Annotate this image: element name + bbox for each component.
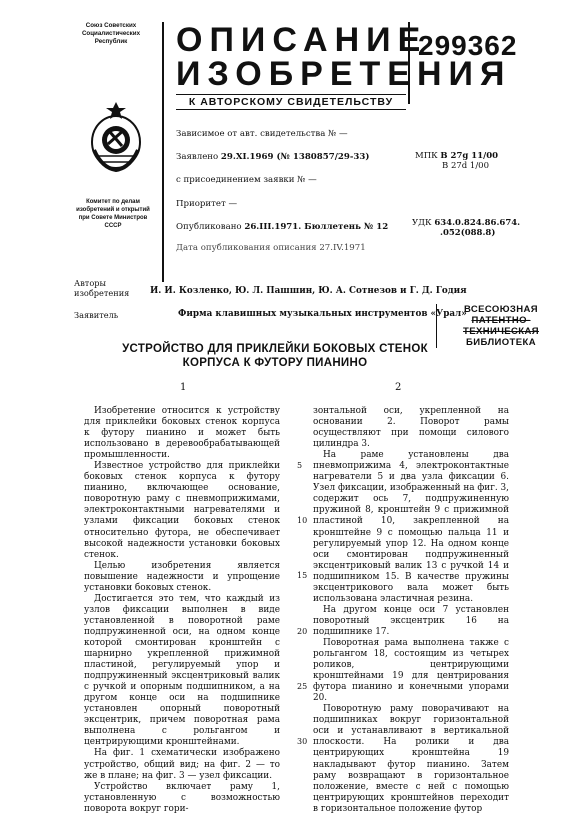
paragraph: Известное устройство для приклейки боковых стенок корпуса к футору пианино, включающее основание, поворотную раму с пневмоприжимами, электроконтактными нагревателями и узлами фиксации боковых стенок относительно футора, не обеспечивает высокой надежности установки боковых стенок. — [84, 461, 280, 560]
country-name — [80, 22, 142, 46]
published-label: Опубликовано — [176, 222, 242, 232]
line-number: 15 — [297, 571, 308, 580]
author-names: И. И. Козленко, Ю. Л. Пашшин, Ю. А. Сотнезов и Г. Д. Годия — [150, 286, 467, 296]
org-line-2: Социалистических — [81, 30, 141, 37]
doc-subtitle: К АВТОРСКОМУ СВИДЕТЕЛЬСТВУ — [176, 94, 406, 110]
mpk-code-1: B 27g 11/00 — [440, 151, 499, 161]
publication-date: Дата опубликования описания 27.IV.1971 — [176, 243, 366, 253]
left-column — [84, 406, 280, 815]
paragraph: На раме установлены два пневмоприжима 4, электроконтактные нагреватели 5 и два узла фиксации 6. Узел фиксации, изображенный на фиг. 3, содержит ось 7, подпружиненную пружиной 8, кронштейн 9 с прижимной пластиной 10, закрепленной на кронштейне 9 с помощью пальца 11 и регулируемый упор 12. На одном конце оси смонтирован подпружиненный эксцентриковый валик 13 с ручкой 14 и подшипником 15. В качестве пружины эксцентрикового вала может быть использована эластичная резина. — [313, 450, 509, 604]
state-emblem — [88, 100, 144, 176]
authors-label: Авторы изобретения — [74, 278, 130, 298]
priority: Приоритет — — [176, 199, 238, 209]
patent-number: 299362 — [418, 30, 518, 61]
filed-label: Заявлено — [176, 152, 219, 162]
filed-line — [176, 152, 369, 162]
column-number-1: 1 — [180, 382, 187, 393]
paragraph: На другом конце оси 7 установлен поворотный эксцентрик 16 на подшипнике 17. — [313, 604, 509, 637]
paragraph: зонтальной оси, укрепленной на основании 2. Поворот рамы осуществляют при помощи силового цилиндра 3. — [313, 406, 509, 450]
paragraph: Изобретение относится к устройству для приклейки боковых стенок корпуса к футору пианино и может быть использовано в деревообрабатывающей промышленности. — [84, 406, 280, 461]
library-stamp: ВСЕСОЮЗНАЯ ПАТЕНТНО-ТЕХНИЧЕСКАЯ БИБЛИОТЕКА — [436, 304, 561, 348]
org-line-3: Республик — [94, 38, 128, 45]
invention-title: УСТРОЙСТВО ДЛЯ ПРИКЛЕЙКИ БОКОВЫХ СТЕНОК КОРПУСА К ФУТОРУ ПИАНИНО — [122, 343, 428, 369]
committee-line-4: СССР — [104, 223, 122, 229]
paragraph: Целью изобретения является повышение надежности и упрощение установки боковых стенок. — [84, 560, 280, 593]
committee-name — [76, 198, 150, 230]
applicant-label: Заявитель — [74, 310, 119, 320]
doc-type-title-2: ИЗОБРЕТЕНИЯ — [176, 55, 512, 93]
joined-application: с присоединением заявки № — — [176, 175, 317, 185]
paragraph: На фиг. 1 схематически изображено устройство, общий вид; на фиг. 2 — то же в плане; на фиг. 3 — узел фиксации. — [84, 748, 280, 781]
line-number: 20 — [297, 627, 308, 636]
committee-line-1: Комитет по делам — [86, 199, 140, 205]
paragraph: Устройство включает раму 1, установленную с возможностью поворота вокруг гори- — [84, 781, 280, 814]
line-number: 10 — [297, 516, 308, 525]
udk-label: УДК — [412, 218, 432, 228]
published-line — [176, 222, 388, 232]
line-number: 25 — [297, 682, 308, 691]
mpk-label: МПК — [415, 151, 438, 161]
doc-type-title: ОПИСАНИЕ — [176, 21, 428, 59]
udk-code-2: .052(088.8) — [440, 228, 496, 238]
applicant-name: Фирма клавишных музыкальных инструментов «Урал» — [178, 309, 467, 319]
udk-code-1: 634.0.824.86.674. — [434, 218, 521, 228]
right-column — [313, 406, 509, 815]
published-value: 26.III.1971. Бюллетень № 12 — [244, 222, 389, 232]
mpk-classification — [415, 151, 498, 171]
emblem-icon — [88, 100, 144, 176]
filed-value: 29.XI.1969 (№ 1380857/29-33) — [220, 152, 370, 162]
vertical-divider — [162, 22, 164, 282]
paragraph: Поворотную раму поворачивают на подшипниках вокруг горизонтальной оси и устанавливают в вертикальной плоскости. На ролики и два центрирующих кронштейна 19 накладывают футор пианино. Затем раму возвращают в горизонтальное положение, вместе с ней с помощью центрирующих кронштейнов переходит в горизонтальное положение футор — [313, 704, 509, 814]
udk-classification — [412, 218, 520, 238]
column-number-2: 2 — [395, 382, 402, 393]
org-line-1: Союз Советских — [85, 22, 137, 29]
paragraph: Поворотная рама выполнена также с рольгангом 18, состоящим из четырех роликов, центрирующими кронштейнами 19 для центрирования футора пианино и конечными упорами 20. — [313, 637, 509, 704]
committee-line-3: при Совете Министров — [78, 215, 148, 221]
committee-line-2: изобретений и открытий — [76, 207, 150, 213]
paragraph: Достигается это тем, что каждый из узлов фиксации выполнен в виде установленной в поворотной раме подпружиненной оси, на одном конце которой смонтирован кронштейн с шарнирно укрепленной прижимной пластиной, регулируемый упор и подпружиненный эксцентриковый валик с ручкой и опорным подшипником, а на другом конце оси на подшипнике установлен опорный поворотный эксцентрик, причем поворотная рама выполнена с рольгангом и центрирующими кронштейнами. — [84, 593, 280, 748]
mpk-code-2: B 27d 1/00 — [442, 161, 489, 171]
line-number: 30 — [297, 737, 308, 746]
dependent-certificate: Зависимое от авт. свидетельства № — — [176, 129, 348, 139]
line-number: 5 — [297, 461, 303, 470]
